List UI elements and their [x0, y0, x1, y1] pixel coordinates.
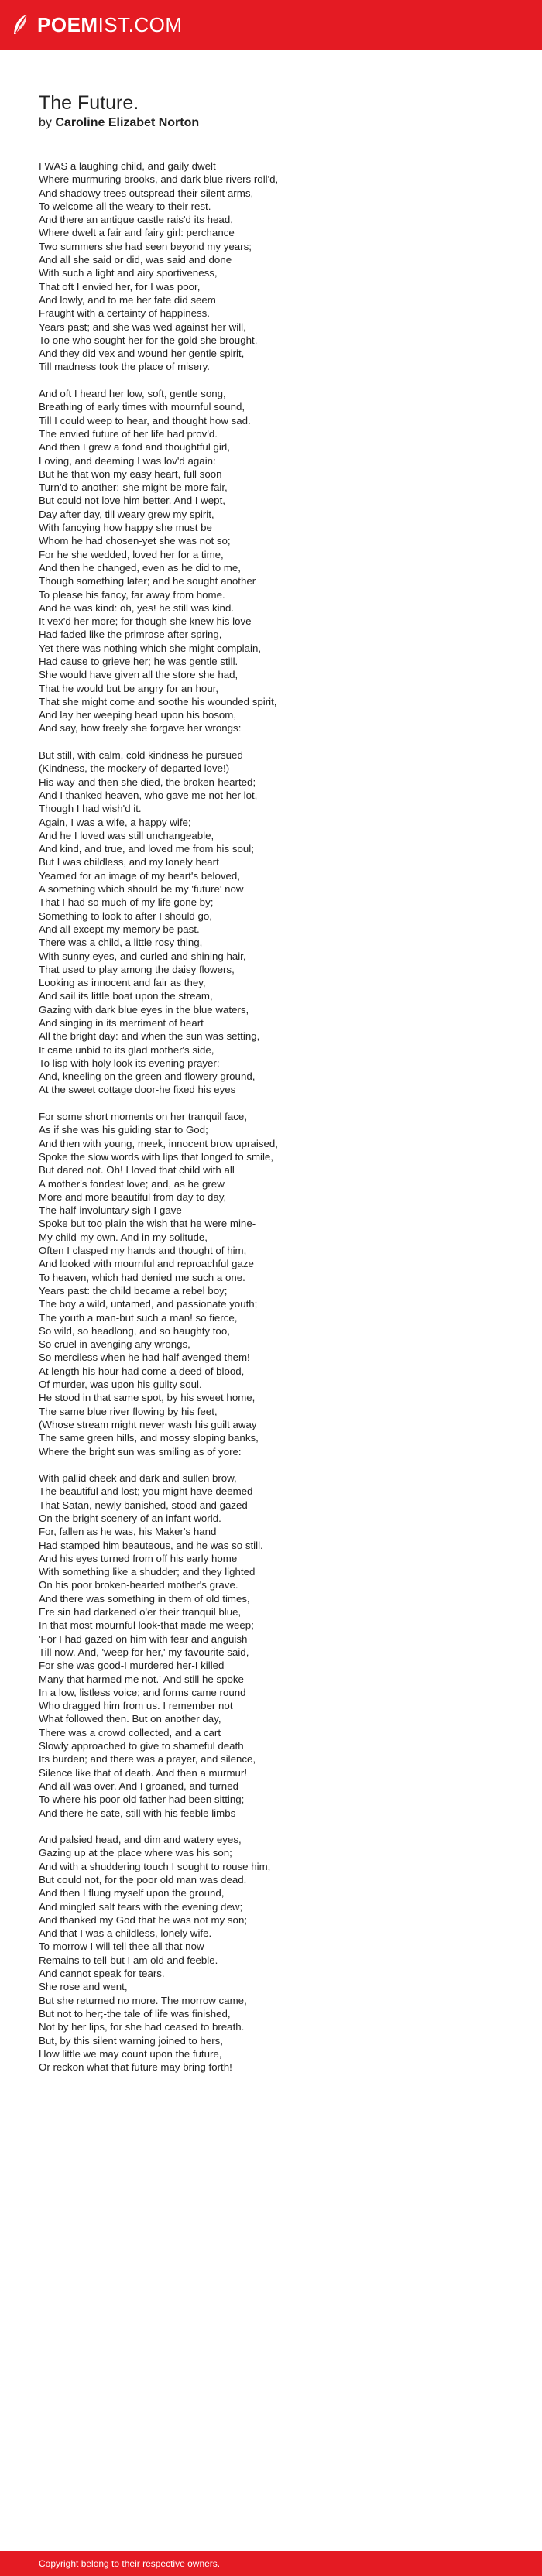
poem-title: The Future. [39, 92, 139, 114]
poem-line: Had faded like the primrose after spring, [39, 629, 222, 641]
poem-line: To heaven, which had denied me such a one. [39, 1271, 245, 1283]
poem-line: A mother's fondest love; and, as he grew [39, 1177, 225, 1190]
poem-line: Remains to tell-but I am old and feeble. [39, 1954, 218, 1966]
poem-line: Looking as innocent and fair as they, [39, 977, 206, 989]
poem-line: But could not, for the poor old man was dead. [39, 1874, 247, 1886]
poem-line: And he was kind: oh, yes! he still was kind. [39, 601, 235, 614]
poem-line: And lowly, and to me her fate did seem [39, 293, 216, 306]
poem-line: Yet there was nothing which she might complain, [39, 642, 262, 654]
poem-line: Till I could weep to hear, and thought how sad. [39, 414, 251, 426]
poem-line: On his poor broken-hearted mother's grave. [39, 1579, 238, 1591]
poem-line: Gazing up at the place where was his son; [39, 1847, 232, 1859]
poem-line: Or reckon what that future may bring forth! [39, 2061, 232, 2074]
poem-line: My child-my own. And in my solitude, [39, 1231, 208, 1243]
poem-line: Though something later; and he sought another [39, 575, 256, 587]
poem-line: But he that won my easy heart, full soon [39, 468, 222, 480]
poem-line: There was a child, a little rosy thing, [39, 937, 203, 949]
poem-line: And oft I heard her low, soft, gentle song, [39, 388, 226, 400]
by-label: by [39, 116, 52, 129]
poem-line: It came unbid to its glad mother's side, [39, 1043, 214, 1056]
poem-line: A something which should be my 'future' now [39, 883, 244, 896]
poem-line: And kind, and true, and loved me from his soul; [39, 843, 254, 855]
poem-line: Breathing of early times with mournful sound, [39, 401, 245, 413]
poem-line: His way-and then she died, the broken-hearted; [39, 776, 256, 788]
poem-line: And lay her weeping head upon his bosom, [39, 709, 237, 721]
poem-line: Whom he had chosen-yet she was not so; [39, 535, 231, 547]
poem-line: There was a crowd collected, and a cart [39, 1726, 221, 1738]
poem-line: At length his hour had come-a deed of blood, [39, 1365, 245, 1377]
poem-line: The boy a wild, untamed, and passionate youth; [39, 1298, 258, 1310]
poem-line: So wild, so headlong, and so haughty too, [39, 1324, 230, 1337]
poem-line: And singing in its merriment of heart [39, 1017, 204, 1029]
poem-line: That she might come and soothe his wounded spirit, [39, 695, 277, 707]
poem-line: With such a light and airy sportiveness, [39, 267, 218, 279]
poem-stanza [39, 1471, 503, 1820]
poem-line: With pallid cheek and dark and sullen brow, [39, 1472, 237, 1485]
poem-line: And shadowy trees outspread their silent arms, [39, 187, 254, 199]
poem-line: On the bright scenery of an infant world. [39, 1512, 221, 1524]
poem-byline [39, 115, 503, 132]
poem-line: But, by this silent warning joined to hers, [39, 2034, 223, 2047]
poem-line: And there he sate, still with his feeble limbs [39, 1807, 236, 1819]
poem-container [39, 91, 503, 2088]
poem-line: The youth a man-but such a man! so fierce, [39, 1311, 238, 1324]
site-logo-link[interactable]: POEMIST.COM [37, 12, 183, 36]
poem-line: For some short moments on her tranquil face, [39, 1111, 248, 1123]
poem-line: What followed then. But on another day, [39, 1713, 221, 1725]
poem-line: All the bright day: and when the sun was setting, [39, 1030, 260, 1043]
poem-line: To lisp with holy look its evening prayer: [39, 1057, 220, 1069]
poem-stanza [39, 1110, 503, 1458]
poem-line: For he she wedded, loved her for a time, [39, 548, 224, 560]
poem-line: Spoke the slow words with lips that longed to smile, [39, 1150, 274, 1163]
poem-line: Fraught with a certainty of happiness. [39, 307, 210, 320]
poem-line: So merciless when he had half avenged them! [39, 1351, 250, 1364]
poem-line: Its burden; and there was a prayer, and silence, [39, 1753, 256, 1766]
poem-line: But dared not. Oh! I loved that child with all [39, 1164, 235, 1177]
poem-line: And cannot speak for tears. [39, 1968, 165, 1980]
poem-line: She would have given all the store she had, [39, 669, 238, 681]
poem-line: And all was over. And I groaned, and turned [39, 1780, 238, 1792]
poem-line: Often I clasped my hands and thought of him, [39, 1245, 247, 1257]
poem-line: Had cause to grieve her; he was gentle still. [39, 655, 238, 667]
poem-line: And all she said or did, was said and done [39, 254, 232, 266]
feather-quill-icon[interactable] [11, 13, 31, 36]
poem-line: I WAS a laughing child, and gaily dwelt [39, 160, 216, 172]
poem-line: And he I loved was still unchangeable, [39, 829, 214, 841]
poem-line: Of murder, was upon his guilty soul. [39, 1379, 202, 1391]
poem-line: That used to play among the daisy flowers, [39, 963, 235, 975]
poem-line: And then I flung myself upon the ground, [39, 1887, 225, 1899]
poem-line: Gazing with dark blue eyes in the blue waters, [39, 1003, 249, 1016]
poem-line: To one who sought her for the gold she brought, [39, 334, 258, 346]
poem-line: And looked with mournful and reproachful gaze [39, 1258, 254, 1270]
poem-line: And with a shuddering touch I sought to rouse him, [39, 1860, 271, 1872]
poem-line: To welcome all the weary to their rest. [39, 200, 211, 212]
poem-line: Where dwelt a fair and fairy girl: perchance [39, 227, 235, 239]
poem-line: And then with young, meek, innocent brow upraised, [39, 1137, 278, 1149]
poem-stanza [39, 748, 503, 1097]
poem-line: To please his fancy, far away from home. [39, 588, 225, 601]
poem-line: In a low, listless voice; and forms came round [39, 1686, 246, 1698]
poem-line: Years past: the child became a rebel boy; [39, 1284, 228, 1297]
poem-line: It vex'd her more; for though she knew his love [39, 615, 252, 628]
poem-line: With something like a shudder; and they lighted [39, 1566, 256, 1578]
poem-line: And his eyes turned from off his early home [39, 1552, 238, 1564]
poem-line: The half-involuntary sigh I gave [39, 1204, 182, 1217]
poem-line: Loving, and deeming I was lov'd again: [39, 454, 216, 467]
poem-line: But not to her;-the tale of life was finished, [39, 2007, 231, 2019]
poem-line: And sail its little boat upon the stream, [39, 990, 213, 1002]
poem-line: And then he changed, even as he did to me, [39, 561, 241, 574]
poem-line: Many that harmed me not.' And still he spoke [39, 1673, 244, 1685]
poem-line: Till madness took the place of misery. [39, 361, 210, 373]
poem-line: Slowly approached to give to shameful death [39, 1740, 244, 1752]
poem-line: To-morrow I will tell thee all that now [39, 1941, 204, 1953]
site-footer [0, 2551, 542, 2576]
poem-line: And I thanked heaven, who gave me not her lot, [39, 789, 258, 801]
poem-line: Though I had wish'd it. [39, 803, 142, 815]
poem-line: How little we may count upon the future, [39, 2047, 222, 2060]
poem-line: And then I grew a fond and thoughtful girl, [39, 441, 230, 454]
poem-line: Ere sin had darkened o'er their tranquil blue, [39, 1606, 242, 1619]
poem-line: The same blue river flowing by his feet, [39, 1405, 218, 1417]
poem-line: For, fallen as he was, his Maker's hand [39, 1526, 217, 1538]
poem-line: And they did vex and wound her gentle spirit, [39, 348, 245, 360]
poem-line: But still, with calm, cold kindness he pursued [39, 749, 243, 762]
poem-line: And palsied head, and dim and watery eyes, [39, 1834, 242, 1846]
poem-line: With sunny eyes, and curled and shining hair, [39, 950, 246, 962]
poem-line: Not by her lips, for she had ceased to breath. [39, 2021, 245, 2033]
poem-line: Till now. And, 'weep for her,' my favourite said, [39, 1646, 249, 1658]
poem-line: Silence like that of death. And then a murmur! [39, 1766, 248, 1779]
poem-line: She rose and went, [39, 1981, 128, 1993]
poem-line: But I was childless, and my lonely heart [39, 856, 219, 868]
poem-line: (Kindness, the mockery of departed love!) [39, 762, 230, 775]
poem-line: 'For I had gazed on him with fear and anguish [39, 1632, 248, 1645]
poem-line: Day after day, till weary grew my spirit, [39, 508, 214, 520]
poem-line: (Whose stream might never wash his guilt away [39, 1418, 257, 1430]
poem-line: At the sweet cottage door-he fixed his eyes [39, 1084, 236, 1096]
poem-line: Turn'd to another:-she might be more fair, [39, 481, 228, 494]
poem-line: Where the bright sun was smiling as of yore: [39, 1445, 242, 1458]
poem-stanza [39, 387, 503, 735]
poem-line: And mingled salt tears with the evening dew; [39, 1900, 243, 1913]
poem-line: He stood in that same spot, by his sweet home, [39, 1392, 256, 1404]
poem-line: That he would but be angry for an hour, [39, 682, 219, 694]
poem-line: And say, how freely she forgave her wrongs: [39, 722, 242, 735]
poem-line: For she was good-I murdered her-I killed [39, 1660, 225, 1672]
poem-line: Had stamped him beauteous, and he was so still. [39, 1539, 263, 1551]
poem-line: Years past; and she was wed against her will, [39, 320, 246, 333]
poem-line: But could not love him better. And I wept, [39, 495, 225, 507]
poem-line: That oft I envied her, for I was poor, [39, 280, 201, 293]
poem-line: The same green hills, and mossy sloping banks, [39, 1432, 259, 1444]
poem-line: As if she was his guiding star to God; [39, 1124, 208, 1136]
poem-line: The envied future of her life had prov'd. [39, 427, 218, 440]
poem-line: Spoke but too plain the wish that he were mine- [39, 1218, 256, 1230]
poem-line: So cruel in avenging any wrongs, [39, 1338, 190, 1351]
copyright-text: Copyright belong to their respective owners. [39, 2558, 221, 2569]
poem-stanza [39, 159, 503, 374]
poem-line: Who dragged him from us. I remember not [39, 1700, 233, 1712]
poem-line: But she returned no more. The morrow came, [39, 1994, 247, 2006]
poem-line: The beautiful and lost; you might have deemed [39, 1485, 253, 1498]
poem-line: And there was something in them of old times, [39, 1592, 250, 1605]
poem-body [39, 159, 503, 2074]
poem-line: In that most mournful look-that made me weep; [39, 1619, 254, 1632]
poem-line: Yearned for an image of my heart's beloved, [39, 869, 241, 882]
poem-line: And all except my memory be past. [39, 923, 200, 935]
poem-line: And there an antique castle rais'd its head, [39, 214, 233, 226]
poem-line: Again, I was a wife, a happy wife; [39, 816, 191, 828]
poem-line: To where his poor old father had been sitting; [39, 1793, 245, 1806]
poem-line: And that I was a childless, lonely wife. [39, 1927, 212, 1940]
poem-line: Where murmuring brooks, and dark blue rivers roll'd, [39, 173, 279, 186]
poem-line: And thanked my God that he was not my son; [39, 1913, 248, 1926]
poem-line: With fancying how happy she must be [39, 522, 212, 534]
poem-line: That I had so much of my life gone by; [39, 896, 214, 909]
poem-line: That Satan, newly banished, stood and gazed [39, 1499, 248, 1511]
poem-line: More and more beautiful from day to day, [39, 1190, 227, 1203]
author-name: Caroline Elizabet Norton [55, 116, 200, 129]
poem-line: Something to look to after I should go, [39, 909, 212, 922]
poem-line: And, kneeling on the green and flowery ground, [39, 1070, 256, 1083]
poem-line: Two summers she had seen beyond my years; [39, 240, 252, 252]
poem-stanza [39, 1833, 503, 2074]
site-header [0, 0, 542, 50]
